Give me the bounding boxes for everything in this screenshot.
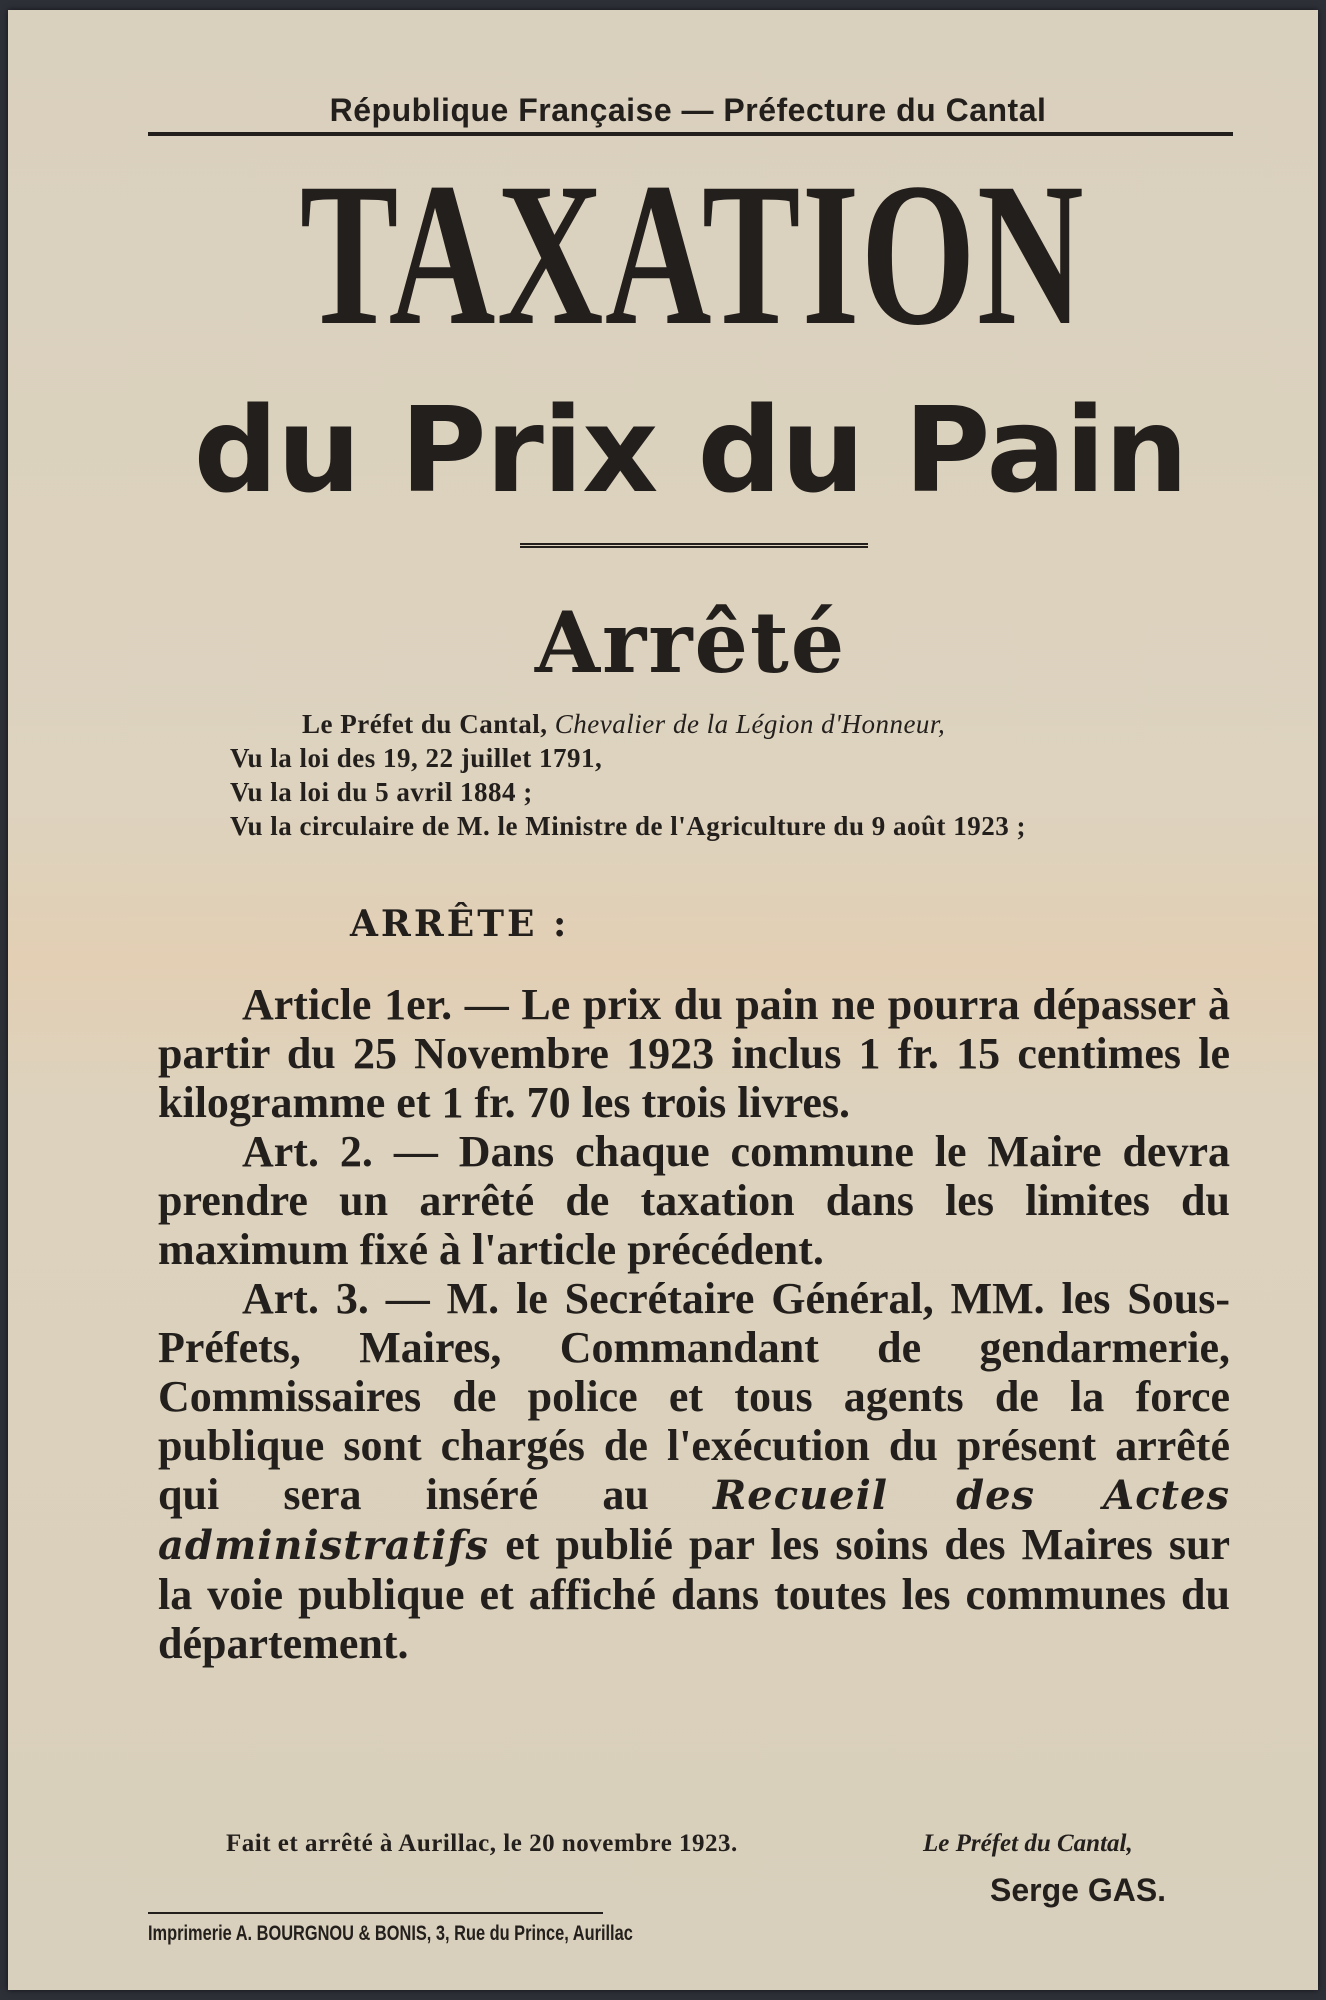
header-rule bbox=[148, 132, 1233, 136]
article-1 bbox=[158, 980, 1230, 1127]
main-title: TAXATION bbox=[299, 141, 1086, 368]
vu-line-2: Vu la loi du 5 avril 1884 ; bbox=[230, 777, 533, 807]
preamble bbox=[230, 707, 1250, 843]
article-3 bbox=[158, 1274, 1230, 1668]
article-3-text-b: et publié par les soins des Maires sur la voie publique et affiché dans toutes les communes du département. bbox=[158, 1520, 1231, 1668]
prefet-line bbox=[230, 707, 1250, 741]
signature: Serge GAS. bbox=[990, 1872, 1167, 1908]
footer-rule bbox=[148, 1912, 603, 1914]
article-2-text: — Dans chaque commune le Maire devra prendre un arrêté de taxation dans les limites du maximum fixé à l'article précédent. bbox=[158, 1127, 1230, 1274]
arrete-heading: Arrêté bbox=[534, 593, 847, 692]
prefet-italic: Chevalier de la Légion d'Honneur, bbox=[554, 709, 946, 739]
subtitle: du Prix du Pain bbox=[193, 381, 1188, 519]
articles bbox=[158, 980, 1230, 1668]
article-2-label: Art. 2. bbox=[242, 1127, 373, 1176]
vu-line-1: Vu la loi des 19, 22 juillet 1791, bbox=[230, 743, 603, 773]
prefet-label: Le Préfet du Cantal, bbox=[923, 1830, 1133, 1857]
article-3-label: Art. 3. bbox=[242, 1274, 369, 1323]
arrete-verb: ARRÊTE : bbox=[350, 903, 570, 945]
printer-imprint: Imprimerie A. BOURGNOU & BONIS, 3, Rue du Prince, Aurillac bbox=[148, 1922, 633, 1945]
poster-sheet bbox=[8, 10, 1318, 1990]
fait-line: Fait et arrêté à Aurillac, le 20 novembre 1923. bbox=[226, 1830, 738, 1857]
vu-line-3: Vu la circulaire de M. le Ministre de l'Agriculture du 9 août 1923 ; bbox=[230, 811, 1026, 841]
recueil-title: Recueil des Actes administratifs bbox=[158, 1472, 1230, 1569]
header-line: République Française — Préfecture du Cantal bbox=[329, 92, 1047, 128]
article-1-label: Article 1er. bbox=[242, 980, 453, 1029]
article-2 bbox=[158, 1127, 1230, 1274]
article-3-text-a: — M. le Secrétaire Général, MM. les Sous-Préfets, Maires, Commandant de gendarmerie, Commissaires de police et tous agents de la force publique sont chargés de l'exécution du présent arrêté qui sera inséré au bbox=[158, 1274, 1231, 1519]
article-1-text: — Le prix du pain ne pourra dépasser à partir du 25 Novembre 1923 inclus 1 fr. 15 centimes le kilogramme et 1 fr. 70 les trois livres. bbox=[158, 980, 1231, 1127]
prefet-plain: Le Préfet du Cantal, bbox=[302, 709, 548, 739]
title-rule bbox=[520, 543, 868, 548]
